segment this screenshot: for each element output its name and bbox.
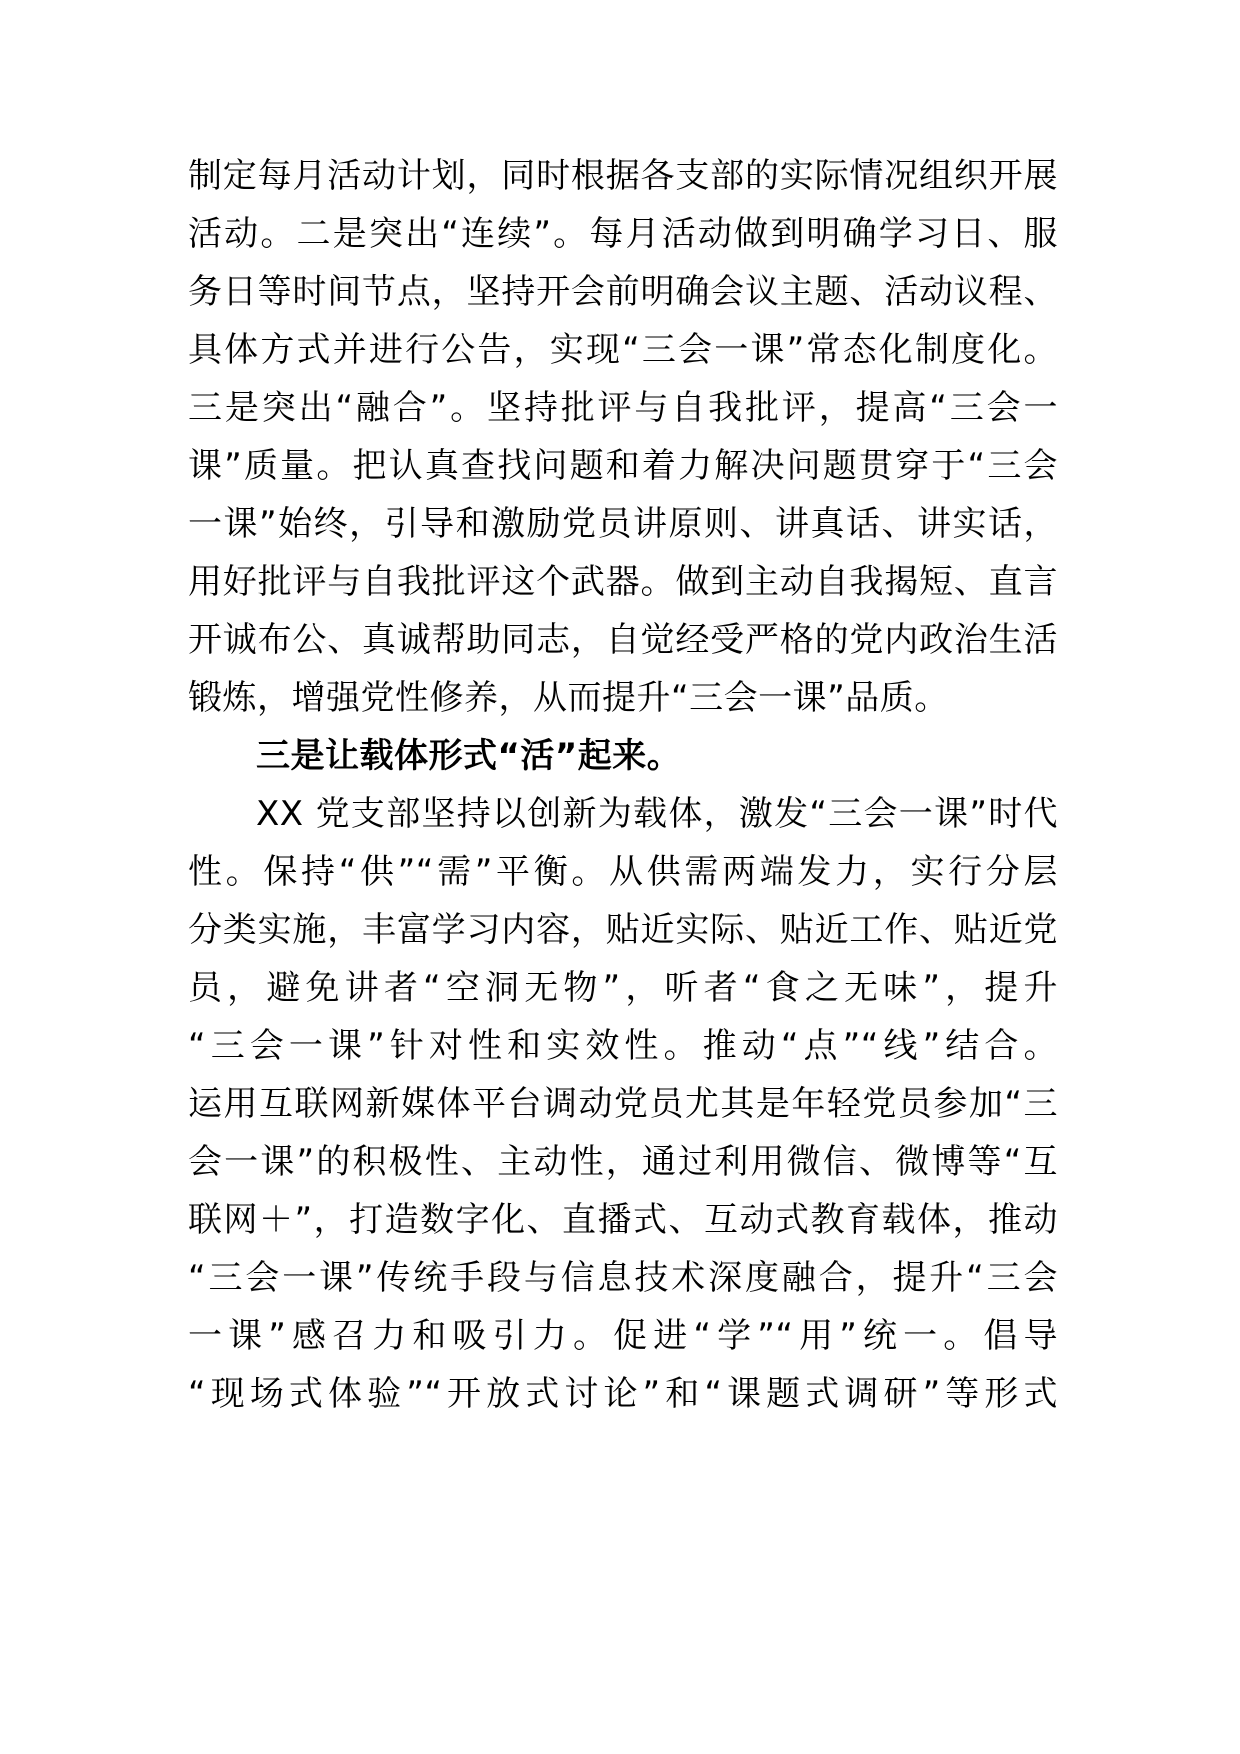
section-heading: 三是让载体形式“活”起来。 xyxy=(256,736,682,776)
body-text-line: 制定每月活动计划，同时根据各支部的实际情况组织开展 xyxy=(188,156,1058,196)
body-text-line: 会一课”的积极性、主动性，通过利用微信、微博等“互 xyxy=(188,1142,1058,1182)
body-text-line: 联网＋”，打造数字化、直播式、互动式教育载体，推动 xyxy=(188,1200,1058,1240)
body-text-line: “现场式体验”“开放式讨论”和“课题式调研”等形式 xyxy=(188,1374,1058,1414)
body-text-line: 用好批评与自我批评这个武器。做到主动自我揭短、直言 xyxy=(188,562,1058,602)
body-text-line: 课”质量。把认真查找问题和着力解决问题贯穿于“三会 xyxy=(188,446,1058,486)
body-text-line: 分类实施，丰富学习内容，贴近实际、贴近工作、贴近党 xyxy=(188,910,1058,950)
body-text-line: 锻炼，增强党性修养，从而提升“三会一课”品质。 xyxy=(188,678,949,718)
body-text-line: 一课”始终，引导和激励党员讲原则、讲真话、讲实话， xyxy=(188,504,1058,544)
body-text-line: “三会一课”针对性和实效性。推动“点”“线”结合。 xyxy=(188,1026,1058,1066)
body-text-line: “三会一课”传统手段与信息技术深度融合，提升“三会 xyxy=(188,1258,1058,1298)
body-text-line: 三是突出“融合”。坚持批评与自我批评，提高“三会一 xyxy=(188,388,1058,428)
body-text-line: 员，避免讲者“空洞无物”，听者“食之无味”，提升 xyxy=(188,968,1058,1008)
body-text-line: XX 党支部坚持以创新为载体，激发“三会一课”时代 xyxy=(256,794,1058,834)
body-text-line: 活动。二是突出“连续”。每月活动做到明确学习日、服 xyxy=(188,214,1058,254)
body-text-line: 性。保持“供”“需”平衡。从供需两端发力，实行分层 xyxy=(188,852,1058,892)
body-text-line: 务日等时间节点，坚持开会前明确会议主题、活动议程、 xyxy=(188,272,1058,312)
body-text-line: 运用互联网新媒体平台调动党员尤其是年轻党员参加“三 xyxy=(188,1084,1058,1124)
body-text-line: 开诚布公、真诚帮助同志，自觉经受严格的党内政治生活 xyxy=(188,620,1058,660)
body-text-line: 一课”感召力和吸引力。促进“学”“用”统一。倡导 xyxy=(188,1316,1058,1356)
body-text-line: 具体方式并进行公告，实现“三会一课”常态化制度化。 xyxy=(188,330,1058,370)
